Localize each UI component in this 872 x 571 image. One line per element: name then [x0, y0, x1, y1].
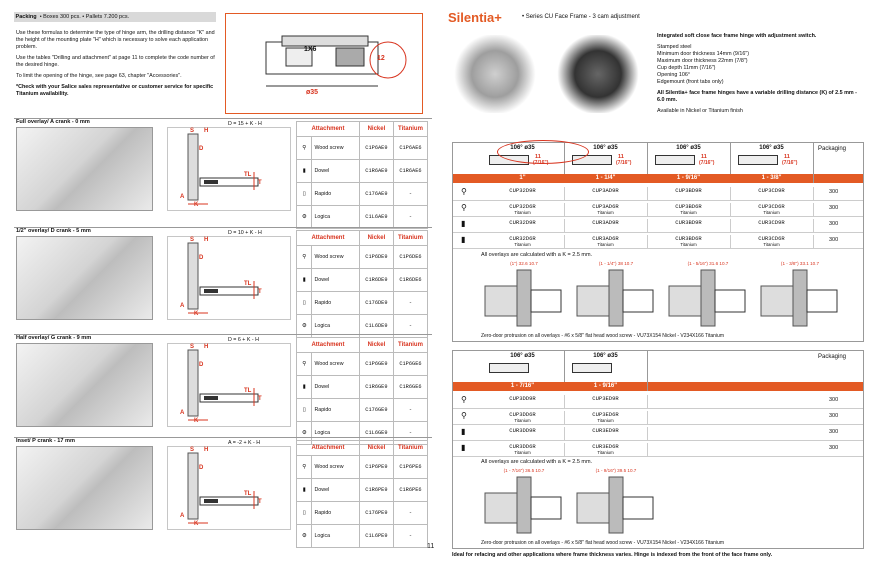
- rapido-icon: ▯: [297, 292, 312, 315]
- dim-label-d: D: [199, 146, 204, 152]
- attachment-name: Wood screw: [312, 456, 359, 479]
- hinge-table-2: [452, 350, 864, 549]
- diagram-label-35: ø35: [306, 89, 319, 96]
- attachment-name: Dowel: [312, 376, 359, 399]
- attachment-table: [296, 440, 428, 548]
- figure-label: (1") 32.6 10.7: [510, 261, 538, 266]
- column-head: 106° ø35: [510, 353, 535, 359]
- product-row: [453, 185, 863, 201]
- dim-label-h: H: [204, 128, 209, 134]
- overlay-label: 1 - 1/4": [564, 174, 647, 183]
- dim-label-tl: TL: [244, 172, 252, 178]
- figure-label: (1 - 3/8") 33.1 10.7: [780, 261, 820, 266]
- dim-label-tl: TL: [244, 491, 252, 497]
- dim-label-k: K: [194, 202, 199, 208]
- product-code: CUR3ED9R: [592, 427, 619, 434]
- section-title: Full overlay/ A crank - 0 mm: [16, 119, 90, 125]
- rapido-icon: ▯: [297, 183, 312, 206]
- attachment-row: [297, 525, 428, 548]
- nickel-code: C1L6DE9: [359, 315, 393, 338]
- rapido-icon: ▯: [297, 502, 312, 525]
- product-row: [453, 441, 863, 457]
- attachment-row: [297, 399, 428, 422]
- titanium-code: C1R6DE6: [393, 269, 427, 292]
- attachment-name: Rapido: [312, 183, 359, 206]
- packaging-label: Packaging: [818, 146, 847, 152]
- attachment-name: Dowel: [312, 160, 359, 183]
- dim-label-a: A: [180, 513, 185, 519]
- dim-label-h: H: [204, 447, 209, 453]
- column-head: 106° ø35: [759, 145, 784, 151]
- intro-paragraph-3: To limit the opening of the hinge, see page 63, chapter "Accessories".: [16, 73, 182, 79]
- dim-label-k: K: [194, 311, 199, 317]
- product-code: CUR32D6R: [509, 235, 536, 242]
- spec-line: Maximum door thickness 22mm (7/8"): [657, 58, 748, 64]
- attachment-name: Wood screw: [312, 353, 359, 376]
- nickel-code: C1R6AE9: [359, 160, 393, 183]
- hinge-photo-1: [452, 35, 538, 113]
- pack-qty: 300: [829, 237, 839, 243]
- cup-diagram: [225, 13, 423, 114]
- dim-label-k: K: [194, 521, 199, 527]
- section-formula: A = -2 + K - H: [228, 440, 261, 446]
- packing-bar: [14, 12, 216, 22]
- hinge-photo: [16, 446, 153, 530]
- overlay-label: 1 - 9/16": [564, 382, 647, 391]
- screw-icon: ⚲: [297, 456, 312, 479]
- dim-label-a: A: [180, 410, 185, 416]
- cup-depth-frac: (7/16"): [533, 160, 549, 166]
- attachment-row: [297, 269, 428, 292]
- attachment-table: [296, 337, 428, 445]
- section-formula: D = 6 + K - H: [228, 337, 259, 343]
- rapido-icon: ▯: [297, 399, 312, 422]
- product-code: CUP3AD6R: [592, 203, 619, 210]
- attachment-row: [297, 246, 428, 269]
- table-footer-2: Zero-door protrusion on all overlays - #6 x 5/8" flat head wood screw - VU73X154 Nickel - V234X166 Titanium: [481, 540, 725, 546]
- product-code: CUP3BD9R: [675, 187, 702, 194]
- logica-icon: ⚙: [297, 206, 312, 229]
- brand-logo: [448, 10, 502, 25]
- attachment-row: [297, 479, 428, 502]
- attachment-name: Logica: [312, 422, 359, 445]
- attachment-row: [297, 456, 428, 479]
- dim-label-s: S: [190, 128, 195, 134]
- hinge-photo: [16, 236, 153, 320]
- titanium-code: -: [393, 206, 427, 229]
- titanium-code: C1R6GE6: [393, 376, 427, 399]
- product-code: CUP3CD9R: [758, 187, 785, 194]
- nickel-header: Nickel: [359, 231, 393, 246]
- product-code: CUR3DD9R: [509, 427, 536, 434]
- finish-sub: Titanium: [763, 242, 780, 247]
- product-code: CUR3DD6R: [509, 443, 536, 450]
- attachment-row: [297, 292, 428, 315]
- finish-sub: Titanium: [597, 418, 614, 423]
- figure-label: (1 - 1/4") 38 10.7: [598, 261, 634, 266]
- titanium-code: -: [393, 422, 427, 445]
- finish-sub: Titanium: [597, 210, 614, 215]
- nickel-code: C176DE9: [359, 292, 393, 315]
- dim-label-d: D: [199, 255, 204, 261]
- packing-text: • Boxes 300 pcs. • Pallets 7.200 pcs.: [39, 14, 130, 20]
- brand-name: Silentia+: [448, 10, 502, 25]
- titanium-code: -: [393, 315, 427, 338]
- dim-label-a: A: [180, 303, 185, 309]
- logica-icon: ⚙: [297, 422, 312, 445]
- spec-line: Opening 106°: [657, 72, 691, 78]
- column-head: 106° ø35: [593, 353, 618, 359]
- overlay-label: 1 - 7/16": [481, 382, 564, 391]
- packaging-label: Packaging: [818, 354, 847, 360]
- attachment-row: [297, 206, 428, 229]
- k-line: All overlays are calculated with a K = 2.5 mm.: [481, 252, 593, 258]
- nickel-code: C176PE9: [359, 502, 393, 525]
- cup-depth: 11: [535, 154, 541, 160]
- dim-label-t: T: [258, 180, 262, 186]
- screw-icon: ⚲: [461, 411, 467, 420]
- product-code: CUP3ED6R: [592, 411, 619, 418]
- finish-sub: Titanium: [514, 210, 531, 215]
- mounting-drawing: [167, 127, 291, 211]
- nickel-code: C1L6GE9: [359, 422, 393, 445]
- screw-icon: ⚲: [461, 187, 467, 196]
- screw-icon: ⚲: [297, 246, 312, 269]
- cup-depth: 11: [618, 154, 624, 160]
- attachment-table: [296, 121, 428, 229]
- bottom-note: Ideal for refacing and other applications where frame thickness varies. Hinge is indexed from the front of the face frame only.: [452, 552, 773, 558]
- section-formula: D = 10 + K - H: [228, 230, 262, 236]
- logica-icon: ⚙: [297, 525, 312, 548]
- pack-qty: 300: [829, 205, 839, 211]
- nickel-code: C1P6DE9: [359, 246, 393, 269]
- pack-qty: 300: [829, 413, 839, 419]
- attachment-header: Attachment: [297, 231, 360, 246]
- hinge-photo-2: [555, 35, 641, 113]
- dim-label-h: H: [204, 237, 209, 243]
- titanium-header: Titanium: [393, 231, 427, 246]
- spec-line: Minimum door thickness 14mm (9/16"): [657, 51, 750, 57]
- titanium-code: -: [393, 292, 427, 315]
- attachment-row: [297, 183, 428, 206]
- intro-paragraph-2: Use the tables "Drilling and attachment" at page 11 to complete the code number of the desired hinge.: [16, 55, 215, 68]
- section-title: 1/2" overlay/ D crank - 5 mm: [16, 228, 91, 234]
- dim-label-k: K: [194, 418, 199, 424]
- product-code: CUP3BD6R: [675, 203, 702, 210]
- figure-label: (1 - 5/16") 31.6 10.7: [687, 261, 729, 266]
- mounting-drawing: [167, 236, 291, 320]
- column-head: 106° ø35: [510, 145, 535, 151]
- finish-sub: Titanium: [763, 210, 780, 215]
- mounting-drawing: [167, 343, 291, 427]
- attachment-name: Wood screw: [312, 246, 359, 269]
- dim-label-a: A: [180, 194, 185, 200]
- page-number: 11: [427, 543, 435, 550]
- packing-label: Packing: [15, 14, 37, 20]
- overlay-figure: [757, 261, 843, 331]
- spec-line: Edgemount (front tabs only): [657, 79, 724, 85]
- nickel-code: C1R6GE9: [359, 376, 393, 399]
- attachment-header: Attachment: [297, 338, 360, 353]
- nickel-code: C1R6PE9: [359, 479, 393, 502]
- titanium-code: C1R6PE6: [393, 479, 427, 502]
- product-code: CUP32D9R: [509, 187, 536, 194]
- dowel-icon: ▮: [297, 160, 312, 183]
- titanium-code: -: [393, 502, 427, 525]
- dim-label-s: S: [190, 237, 195, 243]
- nickel-header: Nickel: [359, 338, 393, 353]
- product-code: CUP32D6R: [509, 203, 536, 210]
- product-code: CUP3DD9R: [509, 395, 536, 402]
- dim-label-s: S: [190, 447, 195, 453]
- product-code: CUR32D9R: [509, 219, 536, 226]
- attachment-name: Rapido: [312, 399, 359, 422]
- attachment-header: Attachment: [297, 441, 360, 456]
- titanium-code: C1P6DE6: [393, 246, 427, 269]
- product-row: [453, 233, 863, 249]
- nickel-header: Nickel: [359, 122, 393, 137]
- finish-sub: Titanium: [514, 418, 531, 423]
- attachment-name: Dowel: [312, 269, 359, 292]
- page-subtitle: • Series CU Face Frame - 3 cam adjustment: [522, 14, 640, 20]
- overlay-label: 1 - 9/16": [647, 174, 730, 183]
- k-line-2: All overlays are calculated with a K = 2.5 mm.: [481, 459, 593, 465]
- dim-label-d: D: [199, 362, 204, 368]
- attachment-header: Attachment: [297, 122, 360, 137]
- nickel-code: C1P6GE9: [359, 353, 393, 376]
- overlay-figure: [481, 468, 567, 538]
- titanium-code: C1P6PE6: [393, 456, 427, 479]
- dowel-icon: ▮: [297, 269, 312, 292]
- product-code: CUP3ED9R: [592, 395, 619, 402]
- attachment-name: Wood screw: [312, 137, 359, 160]
- nickel-code: C176AE9: [359, 183, 393, 206]
- dowel-icon: ▮: [461, 219, 466, 228]
- dim-label-s: S: [190, 344, 195, 350]
- pack-qty: 300: [829, 445, 839, 451]
- screw-icon: ⚲: [461, 395, 467, 404]
- titanium-code: -: [393, 399, 427, 422]
- section-formula: D = 15 + K - H: [228, 121, 262, 127]
- product-code: CUR3AD9R: [592, 219, 619, 226]
- attachment-name: Logica: [312, 315, 359, 338]
- pack-qty: 300: [829, 429, 839, 435]
- highlight-ellipse: [497, 140, 589, 164]
- attachment-name: Rapido: [312, 292, 359, 315]
- intro-paragraph: Use these formulas to determine the type of hinge arm, the drilling distance "K" and the height of the mounting plate "H" which is necessary to solve each application problem.: [16, 30, 215, 50]
- overlay-figure: [665, 261, 751, 331]
- dim-label-tl: TL: [244, 281, 252, 287]
- dim-label-t: T: [258, 396, 262, 402]
- product-row: [453, 393, 863, 409]
- screw-icon: ⚲: [297, 137, 312, 160]
- product-code: CUR3CD9R: [758, 219, 785, 226]
- figure-label: (1 - 7/16") 36.5 10.7: [503, 468, 545, 473]
- dowel-icon: ▮: [461, 443, 466, 452]
- finish-sub: Titanium: [514, 242, 531, 247]
- diagram-label-1x6: 1X6: [304, 46, 317, 53]
- product-row: [453, 217, 863, 233]
- product-row: [453, 425, 863, 441]
- product-row: [453, 201, 863, 217]
- attachment-name: Logica: [312, 206, 359, 229]
- nickel-header: Nickel: [359, 441, 393, 456]
- cup-icon: [738, 155, 778, 165]
- hinge-table-1: [452, 142, 864, 342]
- finish-sub: Titanium: [680, 242, 697, 247]
- figure-label: (1 - 9/16") 39.5 10.7: [595, 468, 637, 473]
- titanium-header: Titanium: [393, 338, 427, 353]
- drilling-distance-note: All Silentia+ face frame hinges have a variable drilling distance (K) of 2.5 mm - 6.0 mm.: [657, 90, 857, 103]
- pack-qty: 300: [829, 397, 839, 403]
- dowel-icon: ▮: [461, 235, 466, 244]
- cup-depth: 11: [701, 154, 707, 160]
- product-code: CUR3ED6R: [592, 443, 619, 450]
- attachment-row: [297, 160, 428, 183]
- pack-qty: 300: [829, 221, 839, 227]
- product-code: CUP3CD6R: [758, 203, 785, 210]
- nickel-code: C1L6AE9: [359, 206, 393, 229]
- cup-depth-frac: (7/16"): [616, 160, 632, 166]
- logica-icon: ⚙: [297, 315, 312, 338]
- titanium-code: C1R6AE6: [393, 160, 427, 183]
- finish-note: Available in Nickel or Titanium finish: [657, 108, 743, 114]
- nickel-code: C1L6PE9: [359, 525, 393, 548]
- titanium-note: *Check with your Salice sales representative or customer service for specific Titanium availability.: [16, 84, 214, 97]
- dowel-icon: ▮: [297, 376, 312, 399]
- finish-sub: Titanium: [597, 450, 614, 455]
- cup-depth-frac: (7/16"): [782, 160, 798, 166]
- hinge-photo: [16, 127, 153, 211]
- product-code: CUR3AD6R: [592, 235, 619, 242]
- column-head: 106° ø35: [593, 145, 618, 151]
- product-code: CUR3BD6R: [675, 235, 702, 242]
- attachment-row: [297, 502, 428, 525]
- cup-icon: [489, 363, 529, 373]
- product-code: CUR3BD9R: [675, 219, 702, 226]
- attachment-table: [296, 230, 428, 338]
- cup-depth: 11: [784, 154, 790, 160]
- dowel-icon: ▮: [461, 427, 466, 436]
- attachment-row: [297, 353, 428, 376]
- cup-depth-frac: (7/16"): [699, 160, 715, 166]
- attachment-name: Dowel: [312, 479, 359, 502]
- cup-icon: [655, 155, 695, 165]
- screw-icon: ⚲: [297, 353, 312, 376]
- nickel-code: C1P6PE9: [359, 456, 393, 479]
- nickel-code: C1R6DE9: [359, 269, 393, 292]
- attachment-name: Rapido: [312, 502, 359, 525]
- hinge-photo: [16, 343, 153, 427]
- titanium-code: C1P6AE6: [393, 137, 427, 160]
- attachment-row: [297, 376, 428, 399]
- nickel-code: C176GE9: [359, 399, 393, 422]
- spec-line: Stamped steel: [657, 44, 692, 50]
- mounting-drawing: [167, 446, 291, 530]
- product-code: CUP3AD9R: [592, 187, 619, 194]
- dowel-icon: ▮: [297, 479, 312, 502]
- finish-sub: Titanium: [680, 210, 697, 215]
- product-row: [453, 409, 863, 425]
- titanium-code: -: [393, 525, 427, 548]
- finish-sub: Titanium: [514, 450, 531, 455]
- titanium-header: Titanium: [393, 122, 427, 137]
- dim-label-h: H: [204, 344, 209, 350]
- product-description: Integrated soft close face frame hinge with adjustment switch.: [657, 33, 817, 39]
- diagram-label-12: 12: [377, 55, 385, 62]
- dim-label-d: D: [199, 465, 204, 471]
- pack-qty: 300: [829, 189, 839, 195]
- overlay-label: 1": [481, 174, 564, 183]
- screw-icon: ⚲: [461, 203, 467, 212]
- overlay-figure: [573, 261, 659, 331]
- attachment-row: [297, 137, 428, 160]
- overlay-figure: [573, 468, 659, 538]
- finish-sub: Titanium: [597, 242, 614, 247]
- table-footer: Zero-door protrusion on all overlays - #6 x 5/8" flat head wood screw - VU73X154 Nickel - V234X166 Titanium: [481, 333, 725, 339]
- dim-label-t: T: [258, 289, 262, 295]
- nickel-code: C1P6AE9: [359, 137, 393, 160]
- cup-icon: [572, 363, 612, 373]
- product-code: CUP3DD6R: [509, 411, 536, 418]
- dim-label-t: T: [258, 499, 262, 505]
- overlay-figure: [481, 261, 567, 331]
- titanium-code: -: [393, 183, 427, 206]
- spec-line: Cup depth 11mm (7/16"): [657, 65, 716, 71]
- overlay-label: 1 - 3/8": [730, 174, 813, 183]
- titanium-code: C1P6GE6: [393, 353, 427, 376]
- section-title: Inset/ P crank - 17 mm: [16, 438, 75, 444]
- dim-label-tl: TL: [244, 388, 252, 394]
- attachment-name: Logica: [312, 525, 359, 548]
- section-title: Half overlay/ G crank - 9 mm: [16, 335, 92, 341]
- product-code: CUR3CD6R: [758, 235, 785, 242]
- column-head: 106° ø35: [676, 145, 701, 151]
- titanium-header: Titanium: [393, 441, 427, 456]
